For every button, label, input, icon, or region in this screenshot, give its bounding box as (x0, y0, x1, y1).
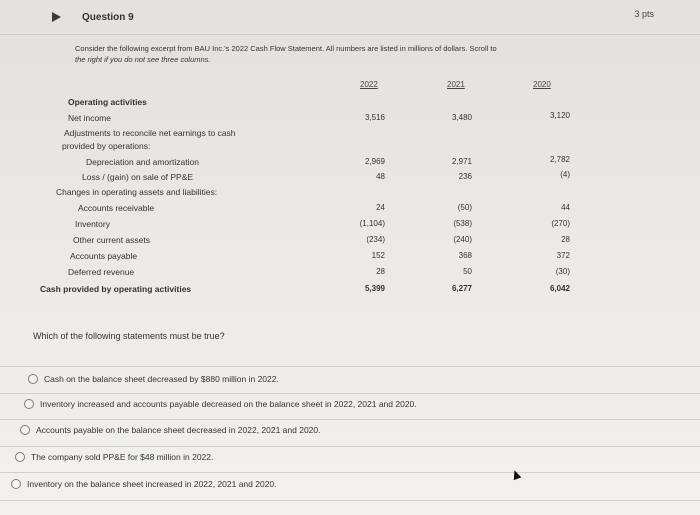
cell: (538) (453, 219, 472, 228)
answer-label: Inventory on the balance sheet increased in 2022, 2021 and 2020. (27, 479, 277, 489)
answer-label: The company sold PP&E for $48 million in 2022. (31, 452, 214, 462)
question-header (0, 0, 700, 35)
divider (0, 419, 700, 420)
cell-total: 6,277 (451, 284, 472, 293)
row-label: Loss / (gain) on sale of PP&E (82, 172, 194, 182)
divider (0, 500, 700, 501)
row-label: Inventory (75, 219, 110, 229)
row-label: Accounts payable (70, 251, 138, 261)
radio-button[interactable] (11, 479, 21, 489)
cell: (50) (457, 203, 472, 212)
cell: 368 (458, 251, 472, 260)
mouse-cursor-icon (511, 469, 522, 480)
cell: 28 (561, 235, 570, 244)
answer-option[interactable] (15, 452, 213, 462)
answer-label: Cash on the balance sheet decreased by $880 million in 2022. (44, 374, 279, 384)
answer-option[interactable] (20, 425, 321, 435)
question-title: Question 9 (82, 12, 134, 23)
divider (0, 472, 700, 473)
row-label: Depreciation and amortization (86, 157, 199, 167)
row-label: provided by operations: (62, 141, 151, 151)
prompt-line-2: the right if you do not see three columns. (75, 54, 211, 64)
cell: 236 (458, 172, 472, 181)
prompt-line-1: Consider the following excerpt from BAU Inc.'s 2022 Cash Flow Statement. All numbers are listed in millions of dollars. Scroll to (75, 44, 497, 53)
answer-option[interactable] (24, 399, 417, 409)
radio-button[interactable] (20, 425, 30, 435)
cell: (4) (560, 170, 570, 179)
answer-option[interactable] (28, 374, 279, 384)
question-text: Which of the following statements must be true? (33, 331, 225, 341)
row-label-total: Cash provided by operating activities (40, 284, 192, 294)
cell: 2,969 (364, 157, 385, 166)
year-header-2020: 2020 (533, 80, 551, 89)
cell: 48 (376, 172, 385, 181)
year-header-2021: 2021 (447, 80, 465, 89)
cell: 3,516 (364, 113, 385, 122)
row-label: Accounts receivable (78, 203, 155, 213)
cell: 2,971 (451, 157, 472, 166)
radio-button[interactable] (28, 374, 38, 384)
cell: 50 (463, 267, 472, 276)
cell: (1,104) (359, 219, 385, 228)
divider (0, 446, 700, 447)
radio-button[interactable] (15, 452, 25, 462)
row-label: Adjustments to reconcile net earnings to cash (64, 128, 236, 138)
row-label: Operating activities (68, 97, 147, 107)
divider (0, 366, 700, 367)
cell: 152 (371, 251, 385, 260)
row-label: Other current assets (73, 235, 151, 245)
row-label: Changes in operating assets and liabilities: (56, 187, 218, 197)
cell: 2,782 (549, 155, 570, 164)
radio-button[interactable] (24, 399, 34, 409)
cell: (30) (555, 267, 570, 276)
cell: 44 (561, 203, 570, 212)
row-label: Deferred revenue (68, 267, 135, 277)
answer-option[interactable] (11, 479, 277, 489)
cell: 372 (556, 251, 570, 260)
answer-label: Inventory increased and accounts payable decreased on the balance sheet in 2022, 2021 and 2020. (40, 399, 417, 409)
cell: (270) (551, 219, 570, 228)
cell: 28 (376, 267, 385, 276)
cell: (234) (366, 235, 385, 244)
answer-label: Accounts payable on the balance sheet decreased in 2022, 2021 and 2020. (36, 425, 321, 435)
cell: 3,480 (451, 113, 472, 122)
cell-total: 5,399 (364, 284, 385, 293)
cell: 24 (376, 203, 385, 212)
year-header-2022: 2022 (360, 80, 378, 89)
divider (0, 393, 700, 394)
row-label: Net income (68, 113, 111, 123)
points-label: 3 pts (634, 9, 654, 19)
cell-total: 6,042 (549, 284, 570, 293)
question-prompt (75, 44, 665, 65)
cell: (240) (453, 235, 472, 244)
flag-icon[interactable] (52, 12, 61, 22)
cell: 3,120 (549, 111, 570, 120)
